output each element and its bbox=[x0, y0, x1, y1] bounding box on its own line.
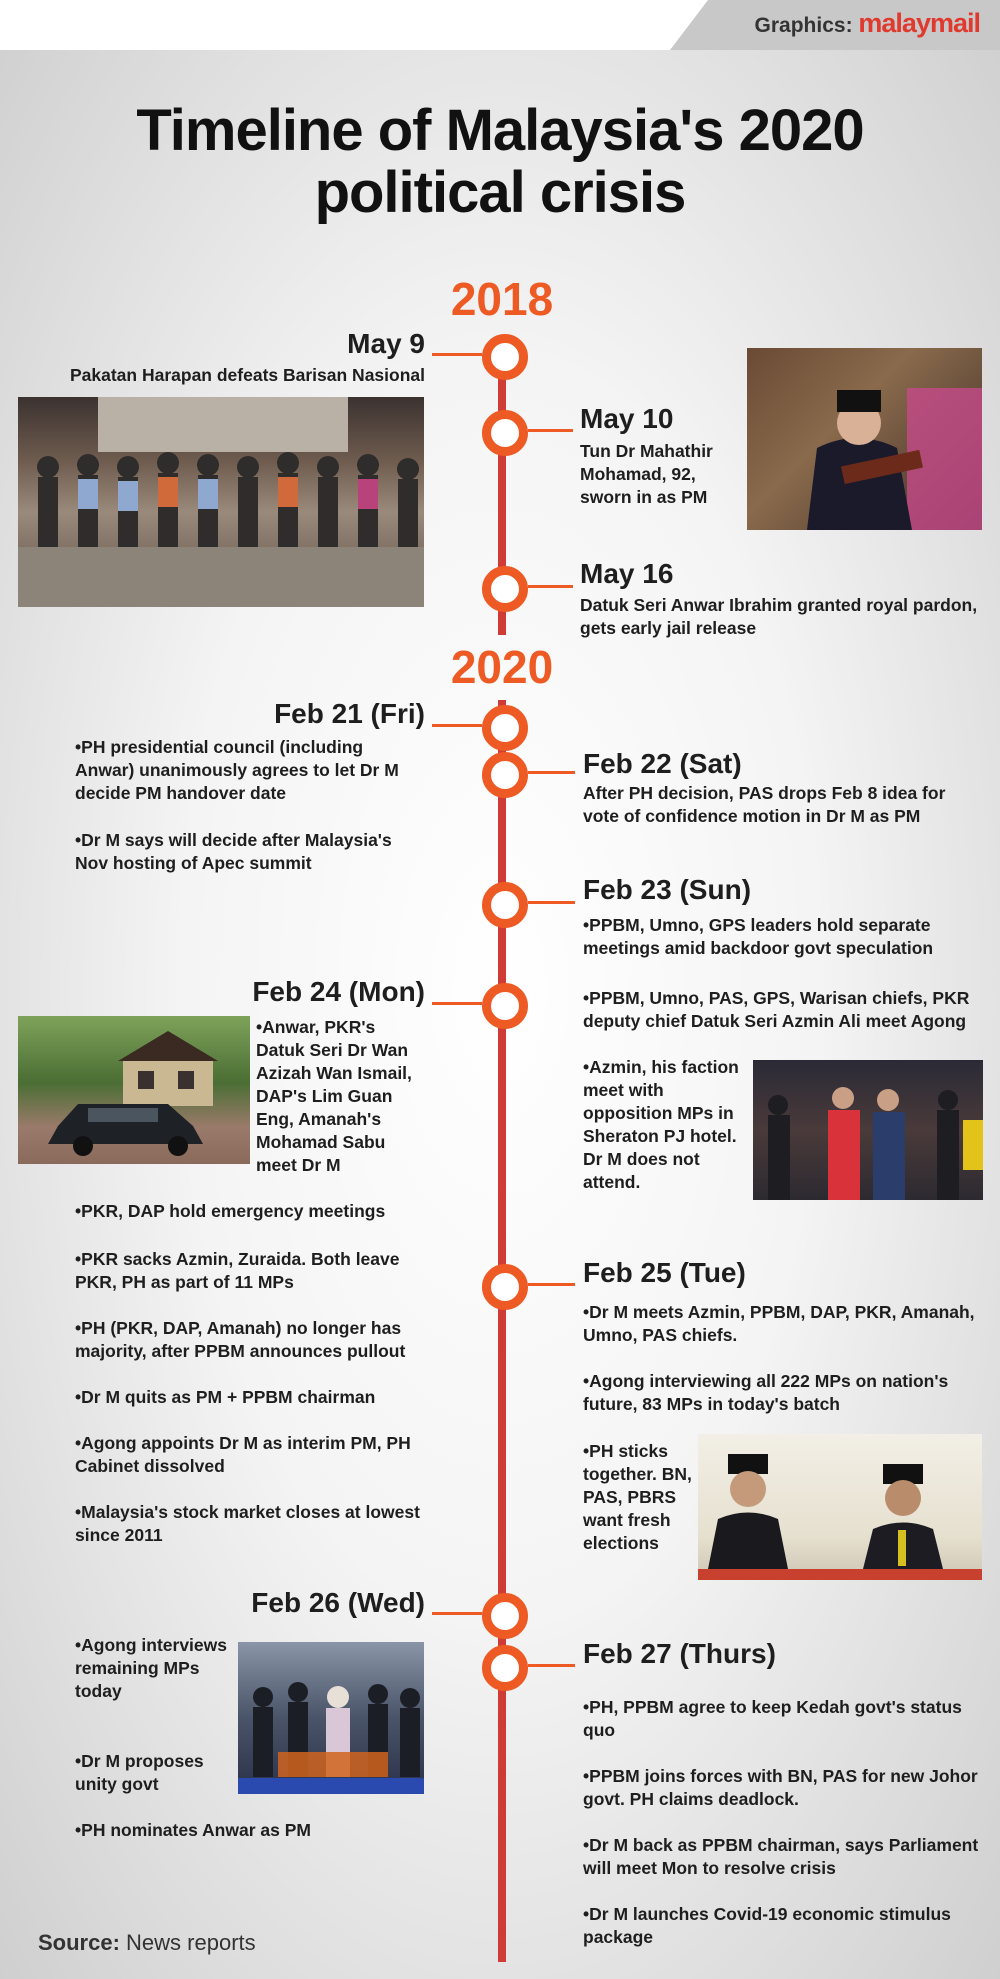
bullet-feb24-6: • Agong appoints Dr M as interim PM, PH Cabinet dissolved bbox=[75, 1432, 425, 1478]
bullet-feb25-2: • Agong interviewing all 222 MPs on nation's future, 83 MPs in today's batch bbox=[583, 1370, 988, 1416]
source-note bbox=[38, 1930, 256, 1956]
photo-crowd-rally bbox=[238, 1642, 424, 1794]
connector-feb21 bbox=[432, 724, 482, 727]
photo-bn-pas-press bbox=[698, 1434, 982, 1580]
bullet-feb26-1: • Agong interviews remaining MPs today bbox=[75, 1634, 235, 1703]
bullet-feb21-1: • PH presidential council (including Anwar) unanimously agrees to let Dr M decide PM handover date bbox=[75, 736, 425, 805]
date-feb27: Feb 27 (Thurs) bbox=[583, 1638, 776, 1669]
credit-label: Graphics: bbox=[754, 14, 853, 37]
date-feb25: Feb 25 (Tue) bbox=[583, 1257, 746, 1288]
bullet-feb24-1: • Anwar, PKR's Datuk Seri Dr Wan Azizah Wan Ismail, DAP's Lim Guan Eng, Amanah's Mohamad Sabu meet Dr M bbox=[256, 1016, 428, 1177]
connector-may16 bbox=[528, 585, 573, 588]
bullet-feb27-3: • Dr M back as PPBM chairman, says Parliament will meet Mon to resolve crisis bbox=[583, 1834, 988, 1880]
bullet-feb24-3: • PKR sacks Azmin, Zuraida. Both leave PKR, PH as part of 11 MPs bbox=[75, 1248, 425, 1294]
photo-ph-victory bbox=[18, 397, 424, 607]
source-text: News reports bbox=[126, 1930, 256, 1955]
node-feb22 bbox=[482, 752, 528, 798]
photo-car-residence bbox=[18, 1016, 250, 1164]
date-may9: May 9 bbox=[347, 328, 425, 359]
bullet-feb24-2: • PKR, DAP hold emergency meetings bbox=[75, 1200, 425, 1223]
bullet-feb25-1: • Dr M meets Azmin, PPBM, DAP, PKR, Amanah, Umno, PAS chiefs. bbox=[583, 1301, 983, 1347]
text-feb22: After PH decision, PAS drops Feb 8 idea for vote of confidence motion in Dr M as PM bbox=[583, 783, 946, 826]
photo-azmin-sheraton bbox=[753, 1060, 983, 1200]
date-feb22: Feb 22 (Sat) bbox=[583, 748, 742, 779]
malaymail-logo: malaymail bbox=[858, 8, 980, 38]
bullet-feb23-3: • Azmin, his faction meet with opposition MPs in Sheraton PJ hotel. Dr M does not attend. bbox=[583, 1056, 748, 1194]
bullet-feb26-3: • PH nominates Anwar as PM bbox=[75, 1819, 425, 1842]
bullet-feb23-2: • PPBM, Umno, PAS, GPS, Warisan chiefs, PKR deputy chief Datuk Seri Azmin Ali meet Agong bbox=[583, 987, 993, 1033]
connector-feb24 bbox=[432, 1002, 482, 1005]
connector-may10 bbox=[528, 429, 573, 432]
date-may16: May 16 bbox=[580, 558, 674, 589]
connector-may9 bbox=[432, 353, 482, 356]
date-feb23: Feb 23 (Sun) bbox=[583, 874, 752, 905]
graphics-credit bbox=[755, 8, 980, 39]
node-may16 bbox=[482, 566, 528, 612]
year-2020: 2020 bbox=[450, 641, 554, 693]
bullet-feb24-4: • PH (PKR, DAP, Amanah) no longer has majority, after PPBM announces pullout bbox=[75, 1317, 425, 1363]
connector-feb27 bbox=[528, 1664, 575, 1667]
date-may10: May 10 bbox=[580, 403, 674, 434]
node-feb27 bbox=[482, 1645, 528, 1691]
node-feb23 bbox=[482, 882, 528, 928]
bullet-feb26-2: • Dr M proposes unity govt bbox=[75, 1750, 235, 1796]
bullet-feb25-3: • PH sticks together. BN, PAS, PBRS want fresh elections bbox=[583, 1440, 693, 1555]
node-may10 bbox=[482, 410, 528, 456]
connector-feb26 bbox=[432, 1612, 482, 1615]
year-2018: 2018 bbox=[450, 273, 554, 325]
connector-feb25 bbox=[528, 1283, 575, 1286]
node-may9 bbox=[482, 334, 528, 380]
source-label: Source: bbox=[38, 1930, 120, 1955]
text-may10: Tun Dr Mahathir Mohamad, 92, sworn in as PM bbox=[580, 441, 713, 507]
bullet-feb27-1: • PH, PPBM agree to keep Kedah govt's status quo bbox=[583, 1696, 983, 1742]
bullet-feb27-2: • PPBM joins forces with BN, PAS for new Johor govt. PH claims deadlock. bbox=[583, 1765, 983, 1811]
title-line-1: Timeline of Malaysia's 2020 bbox=[136, 98, 864, 163]
text-may16: Datuk Seri Anwar Ibrahim granted royal pardon, gets early jail release bbox=[580, 595, 978, 638]
bullet-feb21-2: • Dr M says will decide after Malaysia's Nov hosting of Apec summit bbox=[75, 829, 425, 875]
text-may9: Pakatan Harapan defeats Barisan Nasional bbox=[69, 365, 425, 385]
node-feb26 bbox=[482, 1593, 528, 1639]
connector-feb23 bbox=[528, 901, 575, 904]
node-feb24 bbox=[482, 983, 528, 1029]
date-feb21: Feb 21 (Fri) bbox=[274, 698, 425, 729]
node-feb25 bbox=[482, 1264, 528, 1310]
bullet-feb23-1: • PPBM, Umno, GPS leaders hold separate meetings amid backdoor govt speculation bbox=[583, 914, 988, 960]
bullet-feb27-4: • Dr M launches Covid-19 economic stimulus package bbox=[583, 1903, 988, 1949]
title-line-2: political crisis bbox=[314, 160, 686, 225]
photo-mahathir-sworn-in bbox=[747, 348, 982, 530]
page-title bbox=[0, 100, 1000, 224]
connector-feb22 bbox=[528, 771, 575, 774]
bullet-feb24-5: • Dr M quits as PM + PPBM chairman bbox=[75, 1386, 425, 1409]
date-feb26: Feb 26 (Wed) bbox=[251, 1587, 425, 1618]
bullet-feb24-7: • Malaysia's stock market closes at lowest since 2011 bbox=[75, 1501, 425, 1547]
date-feb24: Feb 24 (Mon) bbox=[252, 976, 425, 1007]
node-feb21 bbox=[482, 705, 528, 751]
